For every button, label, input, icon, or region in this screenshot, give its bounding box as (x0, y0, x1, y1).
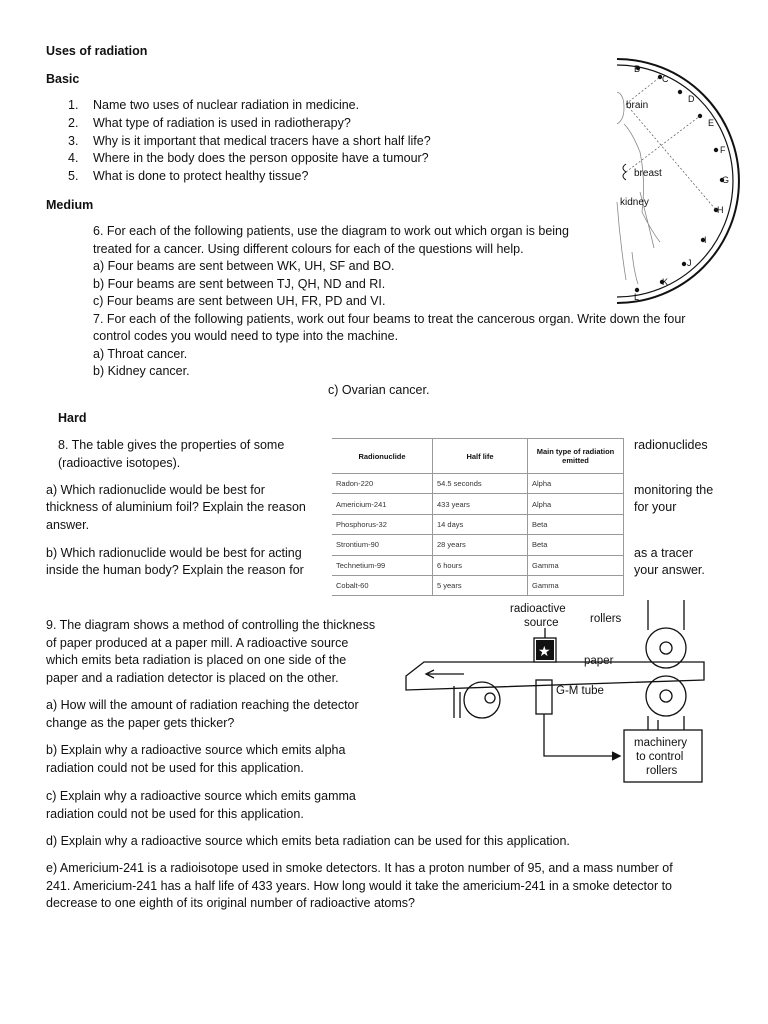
basic-question-list (68, 97, 431, 186)
q8a-line-2-right: for your (634, 500, 677, 514)
q6-line-1: 6. For each of the following patients, use the diagram to work out which organ is being (93, 224, 569, 238)
question-number: 2. (68, 115, 79, 130)
table-cell: Alpha (528, 494, 624, 514)
q6c: c) Four beams are sent between UH, FR, PD and VI. (93, 294, 386, 308)
ring-letter: G (722, 175, 730, 185)
q7a: a) Throat cancer. (93, 346, 188, 361)
q6b: b) Four beams are sent between TJ, QH, ND and RI. (93, 276, 386, 291)
q9e-line: decrease to one eighth of its original number of radioactive atoms? (46, 896, 415, 910)
q9-intro-line: 9. The diagram shows a method of controlling the thickness (46, 618, 376, 632)
list-item (68, 133, 431, 151)
q9e (46, 860, 673, 913)
q7-line-1: 7. For each of the following patients, work out four beams to treat the cancerous organ. Write down the four (93, 311, 686, 326)
roller-hub (660, 642, 672, 654)
q7c: c) Ovarian cancer. (328, 383, 430, 397)
question-number: 4. (68, 151, 79, 166)
ring-letter: I (704, 235, 707, 245)
rollers-label: rollers (590, 613, 622, 625)
paper-mill-diagram (404, 598, 724, 784)
beam-line (626, 116, 700, 172)
table-row (332, 494, 624, 514)
q9-intro-line: paper and a radiation detector is placed on the other. (46, 670, 339, 685)
body-outline (617, 92, 660, 284)
table-cell: 28 years (433, 535, 528, 555)
q9c (46, 788, 356, 823)
table-header: Half life (433, 439, 528, 474)
question-text: What is done to protect healthy tissue? (93, 169, 309, 184)
table-header: Main type of radiation emitted (528, 439, 624, 474)
table-cell: Americium-241 (332, 494, 433, 514)
ring-letter: L (634, 292, 640, 302)
medium-questions (93, 223, 685, 381)
q9-intro-line: which emits beta radiation is placed on one side of the (46, 653, 347, 667)
radiotherapy-diagram (612, 52, 768, 308)
table-cell: Gamma (528, 555, 624, 575)
q8a-line-3: answer. (46, 518, 90, 532)
ring-letter: J (687, 258, 692, 268)
ring-letter: E (708, 118, 715, 128)
table-row (332, 555, 624, 575)
question-number: 5. (68, 169, 79, 184)
machinery-label: machinery (634, 737, 688, 749)
table-row (332, 535, 624, 555)
ring-letter: F (720, 145, 726, 155)
brain-label: brain (626, 100, 649, 111)
list-item (68, 150, 431, 168)
q6-line-2: treated for a cancer. Using different colours for each of the questions will help. (93, 241, 524, 256)
ring-letter: H (717, 205, 724, 215)
q8a-line-1: a) Which radionuclide would be best for (46, 483, 265, 497)
q9b (46, 742, 345, 777)
list-item (68, 168, 431, 186)
ring-letter: K (662, 277, 669, 287)
q8-line-1: 8. The table gives the properties of some (58, 438, 285, 452)
list-item (68, 97, 431, 115)
table-cell: Strontium-90 (332, 535, 433, 555)
table-cell: 14 days (433, 514, 528, 534)
roller (646, 676, 686, 716)
table-row (332, 474, 624, 494)
q9a (46, 697, 359, 732)
q9-intro-line: of paper produced at a paper mill. A radioactive source (46, 635, 349, 650)
question-text: What type of radiation is used in radiotherapy? (93, 115, 351, 130)
star-icon: ★ (538, 643, 551, 659)
table-cell: 54.5 seconds (433, 474, 528, 494)
page-title: Uses of radiation (46, 44, 148, 58)
question-number: 3. (68, 133, 79, 148)
q8b-line-1-right: as a tracer (634, 546, 694, 560)
q8b-line-2-right: your answer. (634, 563, 705, 577)
q8-line-2: (radioactive isotopes). (58, 456, 181, 470)
table-cell: Beta (528, 514, 624, 534)
kidney-icon (623, 164, 626, 180)
ring-letter: D (688, 94, 695, 104)
table-cell: 6 hours (433, 555, 528, 575)
basic-heading: Basic (46, 72, 80, 86)
question-text: Name two uses of nuclear radiation in medicine. (93, 98, 360, 112)
table-cell: Cobalt-60 (332, 575, 433, 595)
q8b-line-2: inside the human body? Explain the reason for (46, 563, 304, 577)
kidney-label: kidney (620, 197, 649, 208)
table-cell: Technetium-99 (332, 555, 433, 575)
q9d: d) Explain why a radioactive source which emits beta radiation can be used for this application. (46, 834, 570, 848)
beam-line (626, 104, 716, 210)
table-cell: 5 years (433, 575, 528, 595)
source-label: source (524, 617, 559, 629)
q9e-line: e) Americium-241 is a radioisotope used in smoke detectors. It has a proton number of 95, and a mass number of (46, 861, 673, 875)
ring-letter: C (662, 74, 669, 84)
q9b-line: radiation could not be used for this application. (46, 760, 304, 775)
table-cell: Beta (528, 535, 624, 555)
q7-line-2: control codes you would need to type into the machine. (93, 329, 399, 343)
q8a-line-1-right: monitoring the (634, 483, 714, 497)
table-cell: Radon-220 (332, 474, 433, 494)
q9-intro (46, 617, 375, 687)
q9c-line: c) Explain why a radioactive source which emits gamma (46, 789, 356, 803)
signal-wire (544, 714, 618, 756)
q9c-line: radiation could not be used for this application. (46, 806, 304, 821)
q9e-line: 241. Americium-241 has a half life of 433 years. How long would it take the americium-241 in a smoke detector to (46, 878, 673, 893)
radioactive-label: radioactive (510, 603, 566, 615)
roller-hub (485, 693, 495, 703)
table-row (332, 514, 624, 534)
list-item (68, 115, 431, 133)
question-text: Why is it important that medical tracers have a short half life? (93, 133, 431, 148)
table-cell: Gamma (528, 575, 624, 595)
q9a-line: change as the paper gets thicker? (46, 715, 235, 730)
breast-label: breast (634, 168, 662, 179)
roller-hub (660, 690, 672, 702)
ring-letter: B (634, 64, 641, 74)
machinery-label: rollers (646, 765, 678, 777)
gm-tube-label: G-M tube (556, 685, 604, 697)
table-row (332, 575, 624, 595)
table-cell: 433 years (433, 494, 528, 514)
question-text: Where in the body does the person opposite have a tumour? (93, 151, 429, 166)
question-number: 1. (68, 98, 79, 112)
q8a-line-2: thickness of aluminium foil? Explain the reason (46, 500, 306, 514)
q7b: b) Kidney cancer. (93, 364, 190, 378)
paper-label: paper (584, 655, 614, 667)
table-cell: Alpha (528, 474, 624, 494)
table-header: Radionuclide (332, 439, 433, 474)
q9b-line: b) Explain why a radioactive source which emits alpha (46, 743, 346, 757)
table-cell: Phosphorus-32 (332, 514, 433, 534)
machinery-label: to control (636, 751, 684, 763)
radionuclide-table (332, 438, 624, 596)
signal-arrow-head (612, 752, 620, 760)
table-header-row (332, 439, 624, 474)
q8b-line-1: b) Which radionuclide would be best for acting (46, 546, 302, 560)
hard-heading: Hard (58, 411, 87, 425)
q9a-line: a) How will the amount of radiation reaching the detector (46, 698, 359, 712)
q6a: a) Four beams are sent between WK, UH, SF and BO. (93, 259, 395, 273)
q8-line-1-right: radionuclides (634, 438, 708, 452)
medium-heading: Medium (46, 198, 94, 212)
